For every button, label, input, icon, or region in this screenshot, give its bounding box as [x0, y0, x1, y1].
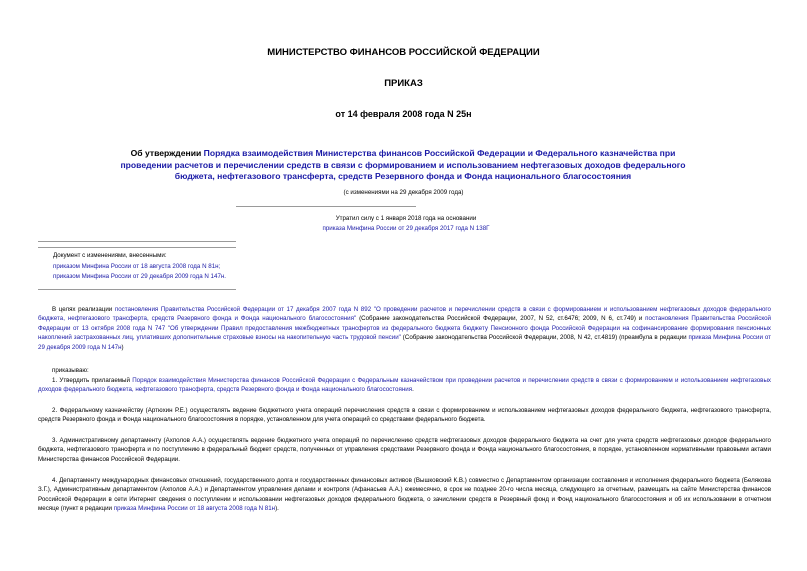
preamble-text-1: В целях реализации	[52, 306, 115, 313]
document-type-heading: ПРИКАЗ	[384, 78, 423, 89]
item-1-paragraph	[38, 376, 771, 395]
item-4-paragraph	[38, 476, 771, 514]
title-procedure-link[interactable]: Порядка взаимодействия Министерства финансов Российской Федерации и Федерального казначейства при проведении расчетов и перечислении средств в связи с формированием и использованием нефтегазовых доходов федерального бюджета, нефтегазового трансферта, средств Резервного фонда и Фонда национального благосостояния	[120, 148, 686, 181]
amendment-note: (с изменениями на 29 декабря 2009 года)	[343, 189, 464, 196]
title-prefix: Об утверждении	[130, 148, 204, 158]
divider	[38, 241, 236, 242]
preamble-text-4: )	[121, 343, 124, 351]
document-date-number: от 14 февраля 2008 года N 25н	[335, 109, 472, 119]
document-title	[118, 148, 688, 183]
divider	[236, 206, 416, 207]
item-2-paragraph: 2. Федеральному казначейству (Артюхин Р.Е.) осуществлять ведение бюджетного учета операций перечисления средств в связи с формированием и использованием нефтегазовых доходов федерального бюджета, нефтегазового трансферта, средств Резервного фонда и Фонда национального благосостояния в порядке, установленном для учета операций со средствами федерального бюджета.	[38, 407, 771, 424]
item-1-end: .	[412, 386, 414, 394]
divider	[38, 289, 236, 290]
changes-intro: Документ с изменениями, внесенными:	[53, 252, 167, 259]
expired-text: Утратил силу с 1 января 2018 года на основании	[335, 215, 477, 222]
item-1-text: 1. Утвердить прилагаемый	[52, 377, 133, 384]
change-link-2[interactable]: приказом Минфина России от 29 декабря 2009 года N 147н.	[53, 273, 227, 280]
order-81n-link[interactable]: приказа Минфина России от 18 августа 2008 года N 81н	[113, 505, 276, 513]
order-147n-link[interactable]: приказа Минфина России от 29 декабря 2009 года N 147н	[38, 334, 771, 351]
change-link-1[interactable]: приказом Минфина России от 18 августа 2008 года N 81н;	[53, 262, 221, 270]
ministry-heading: МИНИСТЕРСТВО ФИНАНСОВ РОССИЙСКОЙ ФЕДЕРАЦИИ	[267, 47, 540, 58]
order-word: приказываю:	[52, 367, 89, 374]
item-4-end: ).	[275, 505, 279, 513]
changes-block	[53, 251, 226, 283]
expired-order-link[interactable]: приказа Минфина России от 29 декабря 2017 года N 138Г	[322, 225, 490, 232]
resolution-892-link[interactable]: постановления Правительства Российской Федерации от 17 декабря 2007 года N 892 "О проведении расчетов и перечислении средств в связи с формированием и использованием нефтегазовых доходов федерального бюджета, нефтегазового трансферта, средств Резервного фонда и Фонда национального благосостояния"	[38, 306, 771, 323]
preamble-text-3: (Собрание законодательства Российской Федерации, 2008, N 42, ст.4819) (преамбула в редакции	[400, 334, 689, 342]
item-3-paragraph: 3. Административному департаменту (Ахполов А.А.) осуществлять ведение бюджетного учета операций по перечислению средств нефтегазовых доходов федерального бюджета на счет для учета средств нефтегазовых доходов федерального бюджета, нефтегазового трансферта и по поступлению в федеральный бюджет средств, полученных от управления средствами Резервного фонда и Фонда национального благосостояния, в порядке, установленном нормативными правовыми актами Министерства финансов Российской Федерации.	[38, 437, 771, 463]
expired-notice	[236, 214, 576, 234]
resolution-747-link[interactable]: постановления Правительства Российской Федерации от 13 октября 2008 года N 747 "Об утверждении Правил предоставления межбюджетных трансфертов из федерального бюджета бюджету Пенсионного фонда Российской Федерации на софинансирование формирования пенсионных накоплений застрахованных лиц, уплативших дополнительные страховые взносы на накопительную часть трудовой пенсии"	[38, 315, 771, 342]
preamble-text-2: (Собрание законодательства Российской Федерации, 2007, N 52, ст.6476; 2009, N 6, ст.749) и	[356, 315, 646, 323]
divider	[38, 247, 236, 248]
procedure-link[interactable]: Порядок взаимодействия Министерства финансов Российской Федерации с Федеральным казначейством при проведении расчетов и перечислении средств в связи с формированием и использованием нефтегазовых доходов федерального бюджета, нефтегазового трансферта, средств Резервного фонда и Фонда национального благосостояния	[38, 377, 772, 394]
preamble-paragraph	[38, 305, 771, 352]
item-4-text: 4. Департаменту международных финансовых отношений, государственного долга и государственных финансовых активов (Вышковский К.В.) совместно с Департаментом организации составления и исполнения федерального бюджета (Белякова З.Г.), Административным департаментом (Ахполов А.А.) и Департаментом управления делами и контроля (Афанасьев А.А.) ежемесячно, в срок не позднее 20-го числа месяца, следующего за отчетным, размещать на сайте Министерства финансов Российской Федерации в сети Интернет сведения о поступлении и использовании нефтегазовых доходов федерального бюджета, о зачислении средств в Резервный фонд и Фонд национального благосостояния и об их использовании в отчетном месяце (пункт в редакции	[38, 477, 771, 513]
